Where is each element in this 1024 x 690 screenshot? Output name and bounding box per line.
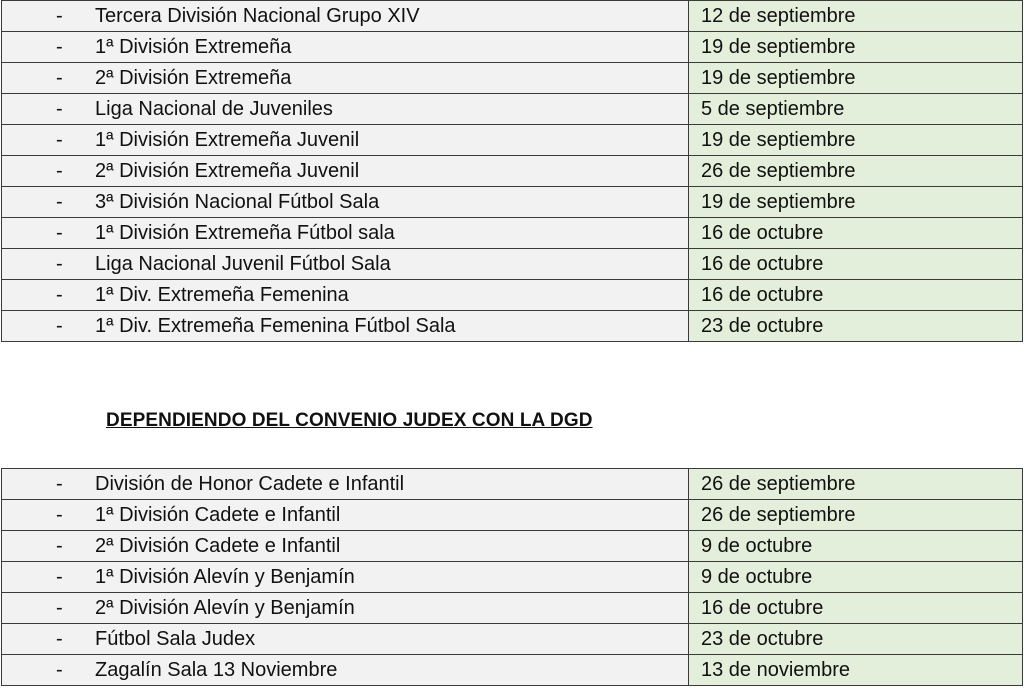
table-row: [2, 63, 1023, 94]
competition-cell: [2, 593, 689, 624]
start-date-cell: 19 de septiembre: [689, 125, 1023, 156]
table-row: [2, 655, 1023, 686]
competition-name: 1ª División Extremeña: [95, 36, 292, 58]
competition-cell: [2, 32, 689, 63]
competition-cell: [2, 156, 689, 187]
competition-name: 1ª División Alevín y Benjamín: [95, 566, 355, 588]
start-date-cell: 19 de septiembre: [689, 63, 1023, 94]
start-date-cell: 19 de septiembre: [689, 32, 1023, 63]
table-row: [2, 624, 1023, 655]
list-dash-marker: -: [56, 284, 63, 306]
competition-cell: [2, 531, 689, 562]
start-date-cell: 26 de septiembre: [689, 500, 1023, 531]
table-row: [2, 249, 1023, 280]
start-date-cell: 13 de noviembre: [689, 655, 1023, 686]
start-date-cell: 9 de octubre: [689, 531, 1023, 562]
competition-cell: [2, 311, 689, 342]
judex-competitions-table: [1, 468, 1023, 686]
competition-cell: [2, 94, 689, 125]
competition-cell: [2, 249, 689, 280]
table-row: [2, 593, 1023, 624]
competition-cell: [2, 562, 689, 593]
judex-competitions-table-body: [2, 469, 1023, 686]
list-dash-marker: -: [56, 315, 63, 337]
competition-cell: [2, 469, 689, 500]
competition-name: 2ª División Extremeña Juvenil: [95, 160, 360, 182]
competition-cell: [2, 63, 689, 94]
table-row: [2, 280, 1023, 311]
list-dash-marker: -: [56, 566, 63, 588]
table-row: [2, 311, 1023, 342]
table-row: [2, 187, 1023, 218]
start-date-cell: 26 de septiembre: [689, 156, 1023, 187]
start-date-cell: 23 de octubre: [689, 311, 1023, 342]
table-row: [2, 94, 1023, 125]
list-dash-marker: -: [56, 597, 63, 619]
start-date-cell: 26 de septiembre: [689, 469, 1023, 500]
list-dash-marker: -: [56, 98, 63, 120]
list-dash-marker: -: [56, 222, 63, 244]
competition-name: 1ª División Cadete e Infantil: [95, 504, 341, 526]
table-row: [2, 500, 1023, 531]
list-dash-marker: -: [56, 628, 63, 650]
competition-name: División de Honor Cadete e Infantil: [95, 473, 405, 495]
competition-cell: [2, 500, 689, 531]
list-dash-marker: -: [56, 473, 63, 495]
competition-name: 1ª Div. Extremeña Femenina Fútbol Sala: [95, 315, 456, 337]
competition-cell: [2, 624, 689, 655]
start-date-cell: 16 de octubre: [689, 218, 1023, 249]
competition-name: Tercera División Nacional Grupo XIV: [95, 5, 420, 27]
table-row: [2, 469, 1023, 500]
list-dash-marker: -: [56, 36, 63, 58]
competition-name: Liga Nacional Juvenil Fútbol Sala: [95, 253, 391, 275]
list-dash-marker: -: [56, 253, 63, 275]
start-date-cell: 16 de octubre: [689, 280, 1023, 311]
start-date-cell: 23 de octubre: [689, 624, 1023, 655]
start-date-cell: 16 de octubre: [689, 593, 1023, 624]
competitions-start-table-body: [2, 1, 1023, 342]
list-dash-marker: -: [56, 67, 63, 89]
list-dash-marker: -: [56, 504, 63, 526]
list-dash-marker: -: [56, 129, 63, 151]
table-row: [2, 1, 1023, 32]
start-date-cell: 5 de septiembre: [689, 94, 1023, 125]
table-row: [2, 125, 1023, 156]
list-dash-marker: -: [56, 5, 63, 27]
start-date-cell: 9 de octubre: [689, 562, 1023, 593]
competition-cell: [2, 1, 689, 32]
competition-name: 3ª División Nacional Fútbol Sala: [95, 191, 380, 213]
competition-cell: [2, 280, 689, 311]
competitions-start-table: [1, 0, 1023, 342]
start-date-cell: 12 de septiembre: [689, 1, 1023, 32]
competition-name: Fútbol Sala Judex: [95, 628, 256, 650]
competition-cell: [2, 125, 689, 156]
table-row: [2, 32, 1023, 63]
table-row: [2, 531, 1023, 562]
list-dash-marker: -: [56, 160, 63, 182]
competition-cell: [2, 218, 689, 249]
competition-name: 1ª División Extremeña Juvenil: [95, 129, 360, 151]
competition-name: Zagalín Sala 13 Noviembre: [95, 659, 338, 681]
competition-name: 2ª División Alevín y Benjamín: [95, 597, 355, 619]
table-row: [2, 218, 1023, 249]
competition-cell: [2, 187, 689, 218]
competition-name: 1ª Div. Extremeña Femenina: [95, 284, 349, 306]
list-dash-marker: -: [56, 191, 63, 213]
competition-name: Liga Nacional de Juveniles: [95, 98, 333, 120]
list-dash-marker: -: [56, 535, 63, 557]
table-row: [2, 562, 1023, 593]
competition-name: 2ª División Cadete e Infantil: [95, 535, 341, 557]
competition-cell: [2, 655, 689, 686]
competition-name: 1ª División Extremeña Fútbol sala: [95, 222, 395, 244]
competition-name: 2ª División Extremeña: [95, 67, 292, 89]
start-date-cell: 19 de septiembre: [689, 187, 1023, 218]
section-heading: DEPENDIENDO DEL CONVENIO JUDEX CON LA DGD: [106, 410, 593, 431]
list-dash-marker: -: [56, 659, 63, 681]
start-date-cell: 16 de octubre: [689, 249, 1023, 280]
table-row: [2, 156, 1023, 187]
